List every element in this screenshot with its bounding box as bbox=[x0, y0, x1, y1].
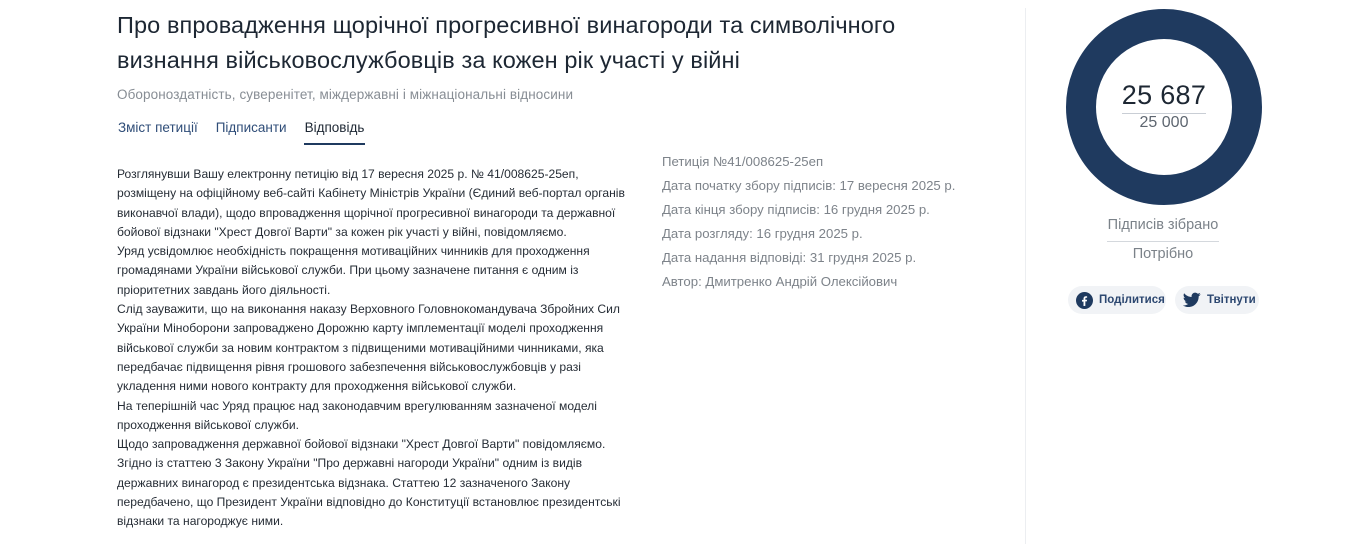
answer-paragraph: Уряд усвідомлює необхідність покращення мотиваційних чинників для проходження громадянами України військової служби. При цьому зазначене питання є одним із пріоритетних завдань його діяльності. bbox=[117, 244, 590, 297]
label-divider bbox=[1107, 241, 1219, 242]
twitter-icon bbox=[1183, 292, 1201, 308]
answer-paragraph: На теперішній час Уряд працює над законодавчим врегулюванням зазначеної моделі проходження військової служби. bbox=[117, 398, 597, 432]
petition-category: Обороноздатність, суверенітет, міждержавні і міжнаціональні відносини bbox=[117, 87, 574, 102]
answer-paragraph: Щодо запровадження державної бойової відзнаки "Хрест Довгої Варти" повідомляємо. bbox=[117, 437, 606, 452]
answer-paragraph: Згідно із статтею 3 Закону України "Про державні нагороди України" одним із видів державних винагород є президентська відзнака. Статтею 12 зазначеного Закону передбачено, що Президент України відповідно до Конституції встановлює президентські відзнаки та нагороджує ними. bbox=[117, 456, 621, 529]
tab-answer[interactable]: Відповідь bbox=[304, 118, 366, 145]
answer-paragraph: Розглянувши Вашу електронну петицію від 17 вересня 2025 р. № 41/008625-25еп, розміщену на офіційному веб-сайті Кабінету Міністрів України (Єдиний веб-портал органів виконавчої влади), щодо впровадження щорічної прогресивної винагороди та державної бойової відзнаки "Хрест Довгої Варти" за кожен рік участі у війні, повідомляємо. bbox=[117, 167, 625, 239]
start-date: Дата початку збору підписів: 17 вересня 2025 р. bbox=[662, 178, 956, 193]
tab-signers[interactable]: Підписанти bbox=[215, 120, 287, 135]
answer-paragraph: Слід зауважити, що на виконання наказу Верховного Головнокомандувача Збройних Сил України Міноборони запроваджено Дорожню карту імплементації моделі проходження військової служби за новим контрактом з підвищеними мотиваційними чинниками, яка передбачає підвищення рівня грошового забезпечення військовослужбовців у разі укладення ними нового контракту для проходження військової служби. bbox=[117, 302, 620, 394]
signatures-collected-count: 25 687 bbox=[1121, 80, 1207, 110]
petition-meta bbox=[662, 150, 955, 294]
petition-title: Про впровадження щорічної прогресивної винагороди та символічного визнання військовослужбовців за кожен рік участі у війні bbox=[117, 12, 896, 73]
petition-number: Петиція №41/008625-25еп bbox=[662, 154, 824, 169]
review-date: Дата розгляду: 16 грудня 2025 р. bbox=[662, 226, 863, 241]
facebook-icon bbox=[1076, 292, 1093, 309]
petition-tabs bbox=[117, 118, 381, 145]
twitter-share-button[interactable] bbox=[1175, 286, 1259, 314]
tab-content[interactable]: Зміст петиції bbox=[118, 120, 198, 135]
answer-date: Дата надання відповіді: 31 грудня 2025 р. bbox=[662, 250, 917, 265]
petition-author: Автор: Дмитренко Андрій Олексійович bbox=[662, 274, 898, 289]
signatures-required-label: Потрібно bbox=[1132, 246, 1194, 262]
end-date: Дата кінця збору підписів: 16 грудня 2025 р. bbox=[662, 202, 930, 217]
answer-text bbox=[117, 165, 632, 532]
signatures-required-count: 25 000 bbox=[1139, 114, 1189, 131]
signatures-collected-label: Підписів зібрано bbox=[1107, 217, 1219, 233]
twitter-share-label: Твітнути bbox=[1207, 294, 1256, 306]
facebook-share-label: Поділитися bbox=[1099, 294, 1165, 306]
sidebar-divider bbox=[1025, 8, 1026, 544]
facebook-share-button[interactable] bbox=[1068, 286, 1166, 314]
